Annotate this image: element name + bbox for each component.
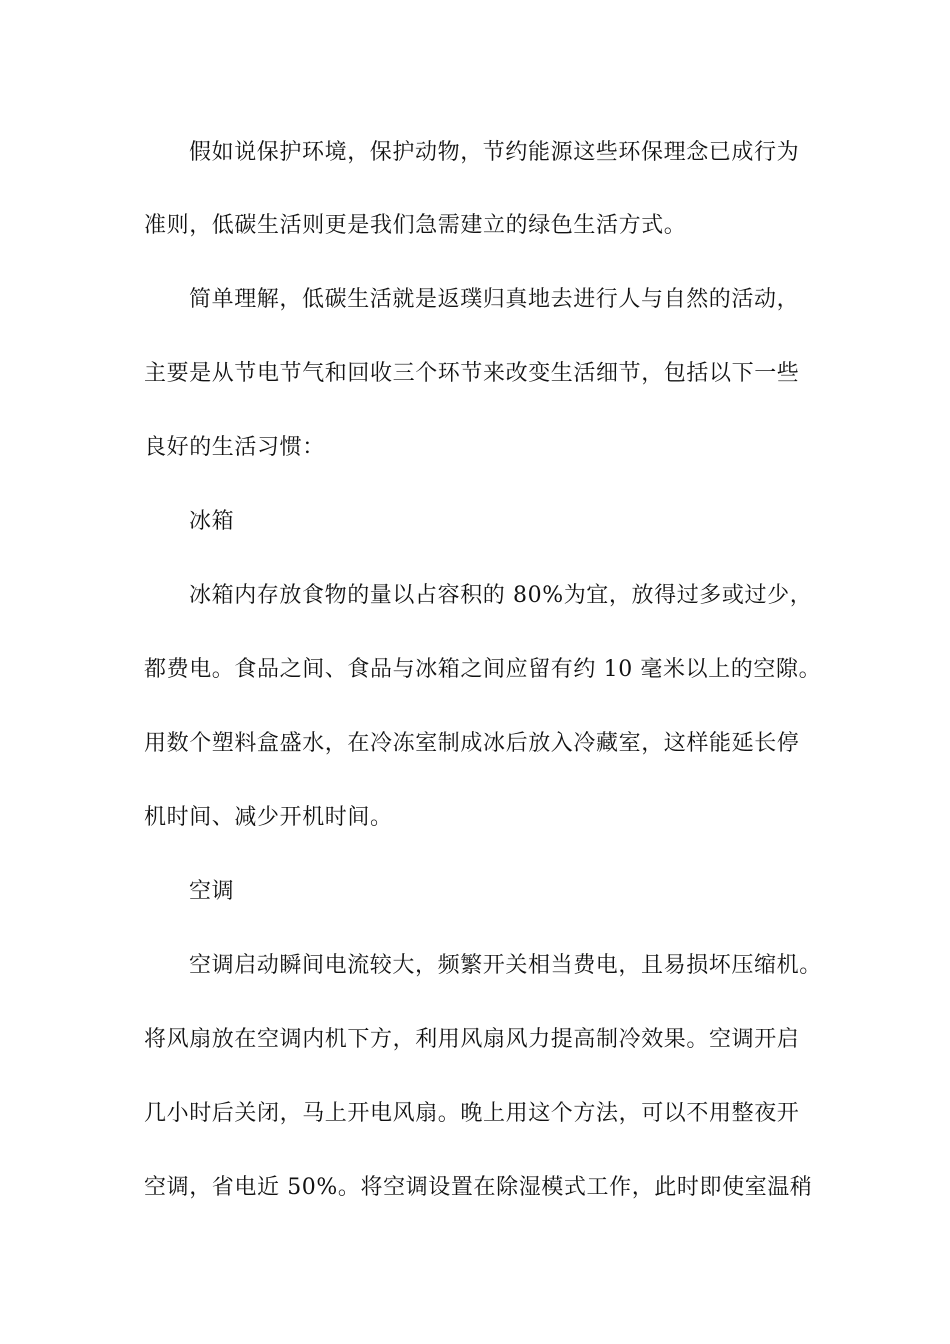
paragraph-1-line-2: 准则，低碳生活则更是我们急需建立的绿色生活方式。 (144, 213, 687, 238)
paragraph-1-line-1: 假如说保护环境，保护动物，节约能源这些环保理念已成行为 (189, 140, 800, 165)
paragraph-3-line-3: 用数个塑料盒盛水，在冷冻室制成冰后放入冷藏室，这样能延长停 (144, 731, 800, 756)
paragraph-3-line-1: 冰箱内存放食物的量以占容积的 80%为宜，放得过多或过少， (189, 583, 813, 608)
paragraph-4-line-4: 空调，省电近 50%。将空调设置在除湿模式工作，此时即使室温稍 (144, 1175, 813, 1200)
paragraph-3-line-4: 机时间、减少开机时间。 (144, 805, 393, 830)
section-heading-fridge: 冰箱 (189, 509, 235, 534)
paragraph-4-line-1: 空调启动瞬间电流较大，频繁开关相当费电，且易损坏压缩机。 (189, 953, 822, 978)
paragraph-2-line-2: 主要是从节电节气和回收三个环节来改变生活细节，包括以下一些 (144, 361, 800, 386)
paragraph-4-line-2: 将风扇放在空调内机下方，利用风扇风力提高制冷效果。空调开启 (144, 1027, 800, 1052)
paragraph-3-line-2: 都费电。食品之间、食品与冰箱之间应留有约 10 毫米以上的空隙。 (144, 657, 822, 682)
paragraph-2-line-1: 简单理解，低碳生活就是返璞归真地去进行人与自然的活动， (189, 287, 800, 312)
section-heading-air-conditioner: 空调 (189, 879, 235, 904)
paragraph-2-line-3: 良好的生活习惯： (144, 435, 325, 460)
paragraph-4-line-3: 几小时后关闭，马上开电风扇。晚上用这个方法，可以不用整夜开 (144, 1101, 800, 1126)
